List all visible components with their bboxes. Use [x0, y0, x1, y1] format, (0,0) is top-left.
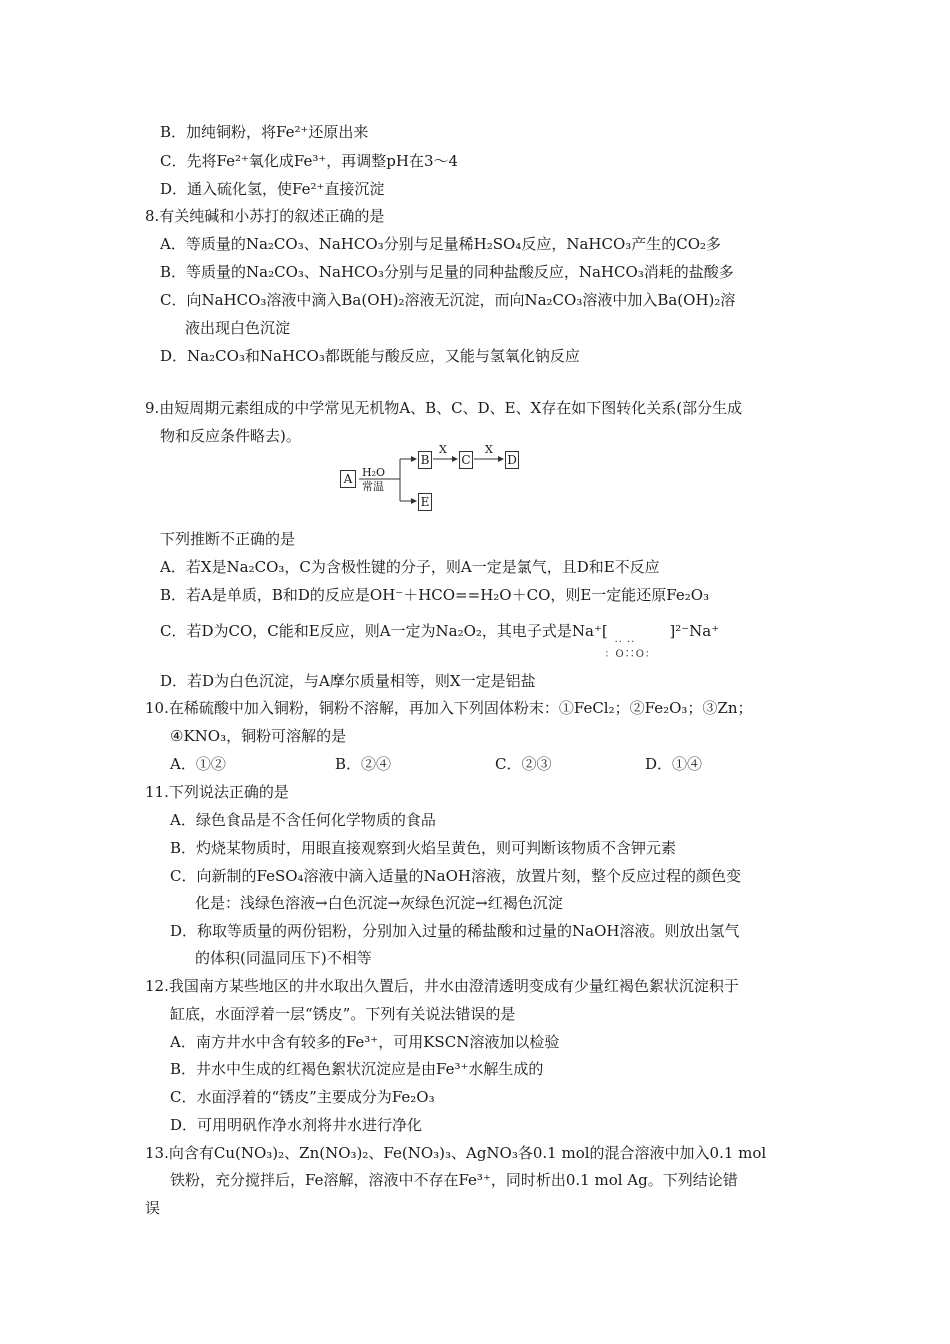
q11-option-d-line1: D．称取等质量的两份铝粉，分别加入过量的稀盐酸和过量的NaOH溶液。则放出氢气	[170, 922, 740, 940]
q10-option-b: B．②④	[335, 755, 392, 773]
electron-dots-oxygen: ：O∷O：	[604, 649, 656, 660]
q12-stem-line2: 缸底，水面浮着一层“锈皮”。下列有关说法错误的是	[170, 1005, 516, 1023]
q10-stem-line2: ④KNO₃，铜粉可溶解的是	[170, 727, 347, 745]
q11-option-c-line1: C．向新制的FeSO₄溶液中滴入适量的NaOH溶液，放置片刻，整个反应过程的颜色变	[170, 867, 741, 885]
q9-stem-line2: 物和反应条件略去)。	[160, 427, 301, 445]
q9-option-c	[160, 621, 720, 660]
q9-option-c-text: C．若D为CO，C能和E反应，则A一定为Na₂O₂，其电子式是Na⁺[	[160, 622, 608, 640]
q10-option-c: C．②③	[495, 755, 552, 773]
q7-option-b: B．加纯铜粉，将Fe²⁺还原出来	[160, 123, 369, 141]
q9-option-b: B．若A是单质，B和D的反应是OH⁻＋HCO==H₂O＋CO，则E一定能还原Fe₂O₃	[160, 586, 710, 604]
q10-option-d: D．①④	[645, 755, 703, 773]
q7-option-d: D．通入硫化氢，使Fe²⁺直接沉淀	[160, 180, 385, 198]
diagram-node-e: E	[418, 493, 432, 511]
q8-option-b: B．等质量的Na₂CO₃、NaHCO₃分别与足量的同种盐酸反应，NaHCO₃消耗的盐酸多	[160, 263, 734, 281]
q8-option-c-line2: 液出现白色沉淀	[185, 319, 291, 337]
q12-stem-line1: 12.我国南方某些地区的井水取出久置后，井水由澄清透明变成有少量红褐色絮状沉淀积于	[145, 977, 739, 995]
diagram-node-a: A	[340, 470, 356, 488]
diagram-arrow-label-x1: X	[439, 443, 447, 456]
q13-stem-line3: 误	[145, 1199, 161, 1217]
q11-option-c-line2: 化是：浅绿色溶液→白色沉淀→灰绿色沉淀→红褐色沉淀	[195, 894, 563, 912]
q11-option-b: B．灼烧某物质时，用眼直接观察到火焰呈黄色，则可判断该物质不含钾元素	[170, 839, 677, 857]
q11-option-d-line2: 的体积(同温同压下)不相等	[195, 949, 372, 967]
diagram-node-d: D	[505, 451, 519, 469]
diagram-arrows	[335, 443, 535, 518]
q10-stem-line1: 10.在稀硫酸中加入铜粉，铜粉不溶解，再加入下列固体粉末：①FeCl₂；②Fe₂O₃；③Zn；	[145, 699, 753, 717]
diagram-condition-bottom: 常温	[362, 480, 384, 493]
diagram-node-b: B	[418, 451, 432, 469]
q12-option-c: C．水面浮着的“锈皮”主要成分为Fe₂O₃	[170, 1088, 435, 1106]
q8-option-a: A．等质量的Na₂CO₃、NaHCO₃分别与足量稀H₂SO₄反应，NaHCO₃产生的CO₂多	[160, 235, 722, 253]
q7-option-c: C．先将Fe²⁺氧化成Fe³⁺，再调整pH在3～4	[160, 152, 459, 170]
diagram-arrow-label-x2: X	[485, 443, 493, 456]
diagram-condition-top: H₂O	[362, 466, 386, 479]
q11-stem: 11.下列说法正确的是	[145, 783, 289, 801]
electron-dots-top: ·· ··	[614, 637, 636, 648]
diagram-node-c: C	[459, 451, 473, 469]
q13-stem-line1: 13.向含有Cu(NO₃)₂、Zn(NO₃)₂、Fe(NO₃)₃、AgNO₃各0.1 mol的混合溶液中加入0.1 mol	[145, 1144, 767, 1162]
q12-option-a: A．南方井水中含有较多的Fe³⁺，可用KSCN溶液加以检验	[170, 1033, 560, 1051]
q12-option-b: B．井水中生成的红褐色絮状沉淀应是由Fe³⁺水解生成的	[170, 1060, 544, 1078]
q10-option-a: A．①②	[170, 755, 226, 773]
q9-stem-line1: 9.由短周期元素组成的中学常见无机物A、B、C、D、E、X存在如下图转化关系(部分生成	[145, 399, 743, 417]
q9-conversion-diagram	[335, 443, 535, 518]
q9-option-a: A．若X是Na₂CO₃，C为含极性键的分子，则A一定是氯气，且D和E不反应	[160, 558, 660, 576]
q8-option-d: D．Na₂CO₃和NaHCO₃都既能与酸反应，又能与氢氧化钠反应	[160, 347, 580, 365]
q12-option-d: D．可用明矾作净水剂将井水进行净化	[170, 1116, 423, 1134]
q9-option-d: D．若D为白色沉淀，与A摩尔质量相等，则X一定是铝盐	[160, 672, 536, 690]
q8-stem: 8.有关纯碱和小苏打的叙述正确的是	[145, 207, 385, 225]
q13-stem-line2: 铁粉，充分搅拌后，Fe溶解，溶液中不存在Fe³⁺，同时析出0.1 mol Ag。下列结论错	[170, 1171, 738, 1189]
q9-option-c-tail: ]²⁻Na⁺	[669, 622, 720, 640]
q9-prompt: 下列推断不正确的是	[160, 530, 296, 548]
q8-option-c-line1: C．向NaHCO₃溶液中滴入Ba(OH)₂溶液无沉淀，而向Na₂CO₃溶液中加入Ba(OH)₂溶	[160, 291, 736, 309]
q11-option-a: A．绿色食品是不含任何化学物质的食品	[170, 811, 436, 829]
